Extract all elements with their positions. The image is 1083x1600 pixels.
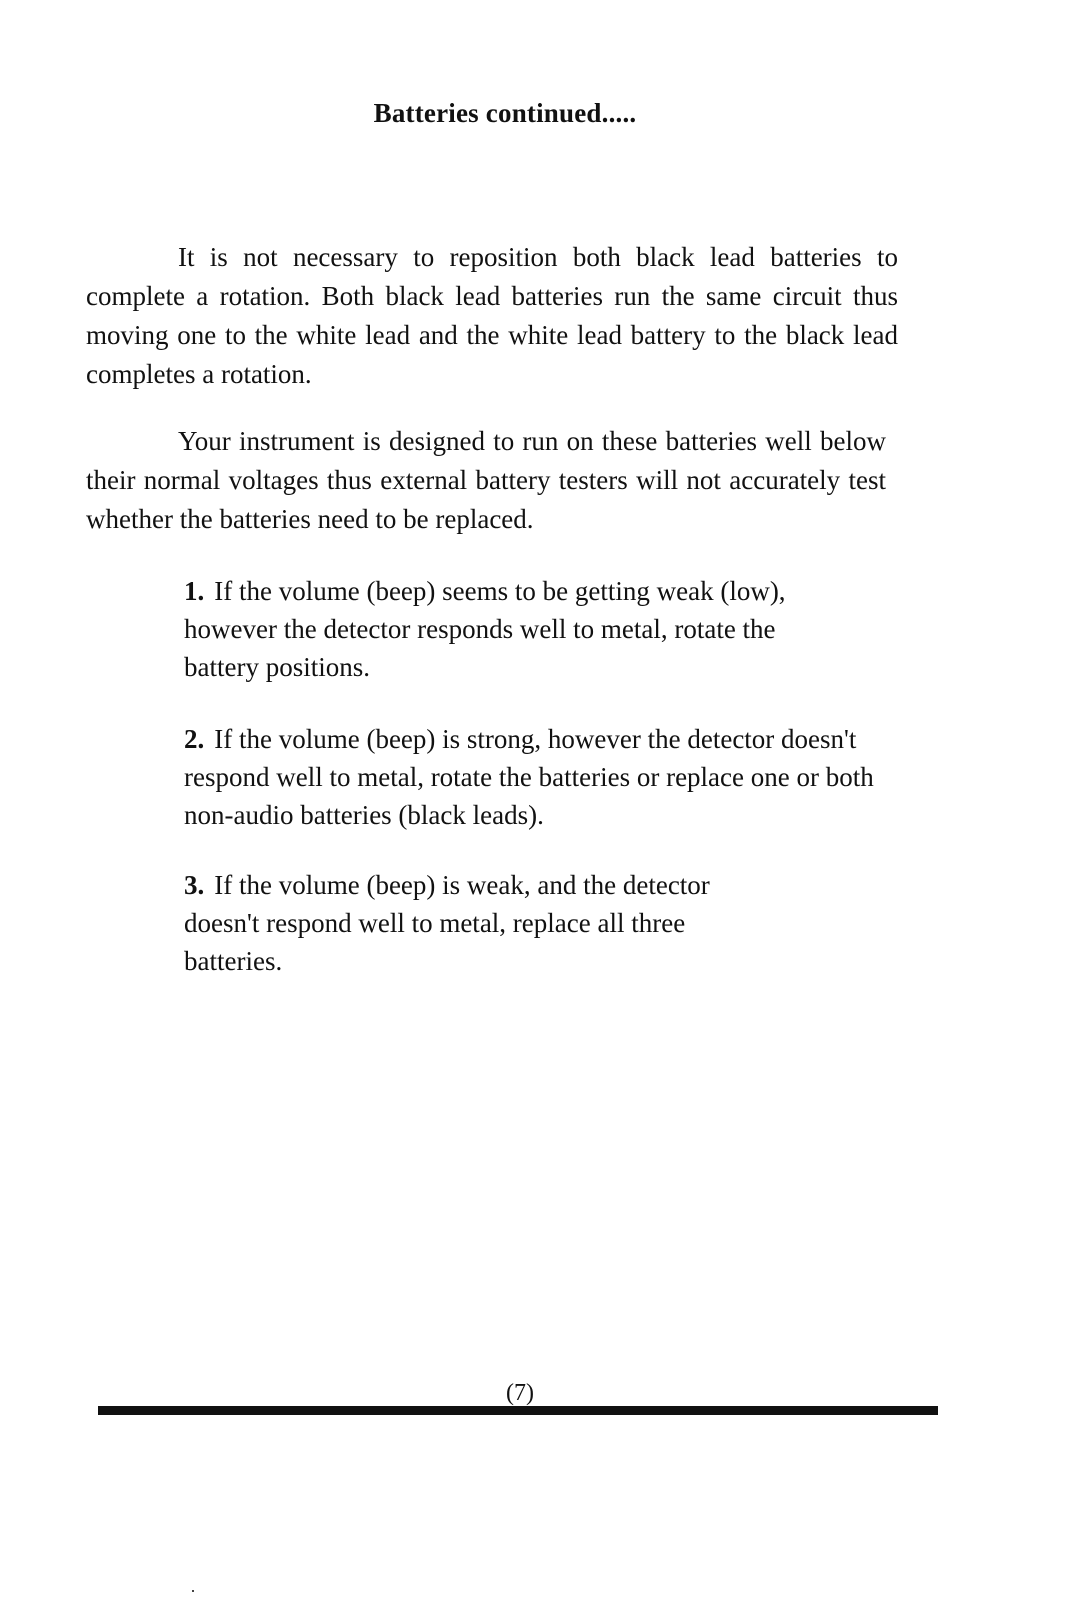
footer-rule: [98, 1406, 938, 1415]
list-item: [184, 866, 784, 980]
list-item-number: 1.: [184, 576, 205, 606]
paragraph-rotation: It is not necessary to reposition both black lead batteries to complete a rotation. Both black lead batteries run the same circuit thus moving one to the white lead and the white lead battery to the black lead completes a rotation.: [86, 242, 898, 389]
list-item-text: If the volume (beep) is strong, however the detector doesn't respond well to metal, rotate the batteries or replace one or both non-audio batteries (black leads).: [184, 724, 874, 830]
list-item: [184, 572, 824, 686]
page-heading: Batteries continued.....: [373, 98, 637, 128]
list-item: [184, 720, 874, 834]
list-item-text: If the volume (beep) is weak, and the detector doesn't respond well to metal, replace all three batteries.: [184, 870, 710, 976]
list-item-text: If the volume (beep) seems to be getting weak (low), however the detector responds well to metal, rotate the battery positions.: [184, 576, 786, 682]
list-item-number: 3.: [184, 870, 205, 900]
page-number: (7): [506, 1380, 534, 1406]
list-item-number: 2.: [184, 724, 205, 754]
paragraph-voltage: Your instrument is designed to run on these batteries well below their normal voltages thus external battery testers will not accurately test whether the batteries need to be replaced.: [86, 426, 886, 534]
scan-speck: [192, 1590, 194, 1592]
